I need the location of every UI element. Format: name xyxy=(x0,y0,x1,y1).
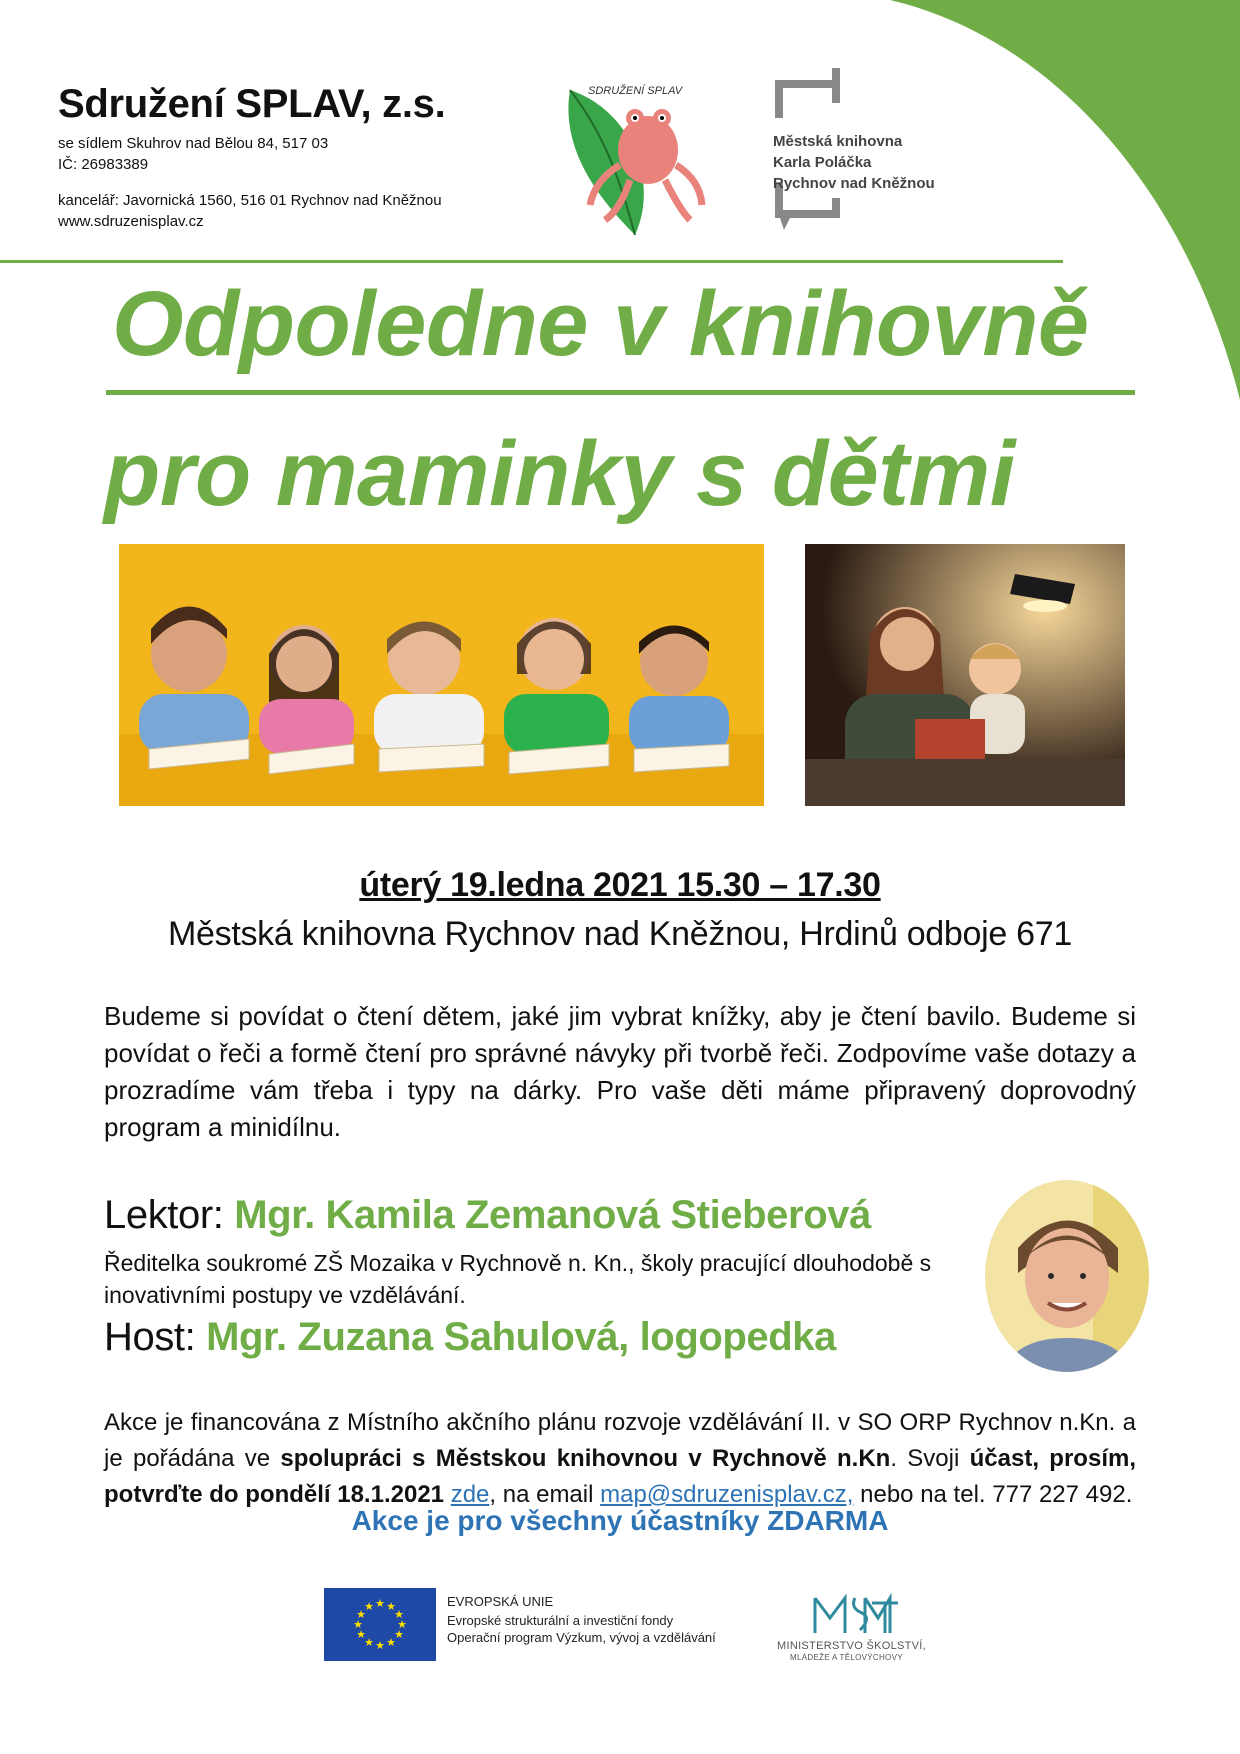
header-divider xyxy=(0,260,1063,263)
msmt-logo xyxy=(810,1588,900,1638)
svg-text:★: ★ xyxy=(353,1618,363,1631)
page-title-line-1: Odpoledne v knihovně xyxy=(112,273,1089,375)
lektor-role: Lektor: xyxy=(104,1193,235,1237)
org-website[interactable]: www.sdruzenisplav.cz xyxy=(58,213,204,230)
funding-text: nebo na tel. 777 227 492. xyxy=(853,1481,1133,1508)
funding-text: . Svoji xyxy=(890,1445,970,1472)
svg-text:★: ★ xyxy=(386,1636,396,1649)
funding-cooperation: spolupráci s Městskou knihovnou v Rychnově n.Kn xyxy=(280,1445,891,1472)
svg-text:★: ★ xyxy=(364,1600,374,1613)
email-link[interactable]: map@sdruzenisplav.cz, xyxy=(600,1481,854,1508)
library-logo-line: Karla Poláčka xyxy=(773,154,872,171)
splav-frog-logo xyxy=(550,80,720,240)
eu-logo-line: EVROPSKÁ UNIE xyxy=(447,1594,554,1609)
org-ic: IČ: 26983389 xyxy=(58,156,149,173)
host-line xyxy=(104,1315,836,1360)
lektor-portrait-photo xyxy=(983,1178,1151,1374)
event-description: Budeme si povídat o čtení dětem, jaké jim vybrat knížky, aby je čtení bavilo. Budeme si povídat o řeči a formě čtení pro správné návyky při tvorbě řeči. Zodpovíme vaše dotazy a prozradíme vám třeba i typy na dárky. Pro vaše děti máme připravený doprovodný program a minidílnu. xyxy=(104,1001,1136,1142)
svg-text:★: ★ xyxy=(356,1608,366,1621)
org-address: se sídlem Skuhrov nad Bělou 84, 517 03 xyxy=(58,135,329,152)
lektor-name: Mgr. Kamila Zemanová Stieberová xyxy=(234,1193,871,1237)
free-admission-note: Akce je pro všechny účastníky ZDARMA xyxy=(351,1505,889,1536)
kids-reading-photo xyxy=(119,544,764,806)
svg-text:★: ★ xyxy=(375,1597,385,1610)
host-role: Host: xyxy=(104,1315,207,1359)
eu-logo-line: Operační program Výzkum, vývoj a vzdělávání xyxy=(447,1630,716,1645)
svg-text:★: ★ xyxy=(394,1608,404,1621)
host-name: Mgr. Zuzana Sahulová, logopedka xyxy=(206,1315,837,1359)
event-date: úterý 19.ledna 2021 15.30 – 17.30 xyxy=(359,866,881,904)
event-place: Městská knihovna Rychnov nad Kněžnou, Hrdinů odboje 671 xyxy=(168,915,1072,953)
lektor-description: Ředitelka soukromé ZŠ Mozaika v Rychnově n. Kn., školy pracující dlouhodobě s inovativními postupy ve vzdělávání. xyxy=(104,1250,932,1308)
mother-child-photo xyxy=(805,544,1125,806)
library-logo-line: Rychnov nad Kněžnou xyxy=(773,175,935,192)
msmt-logo-line: MINISTERSTVO ŠKOLSTVÍ, xyxy=(777,1640,927,1652)
page-title-line-2: pro maminky s dětmi xyxy=(104,423,1015,525)
org-name: Sdružení SPLAV, z.s. xyxy=(58,82,446,126)
funding-text xyxy=(444,1481,451,1508)
eu-flag-logo xyxy=(324,1588,436,1661)
svg-text:★: ★ xyxy=(364,1636,374,1649)
svg-text:★: ★ xyxy=(375,1639,385,1652)
splav-logo-text: SDRUŽENÍ SPLAV xyxy=(588,85,683,97)
library-logo-line: Městská knihovna xyxy=(773,133,903,150)
org-office-address: kancelář: Javornická 1560, 516 01 Rychnov nad Kněžnou xyxy=(58,192,442,209)
svg-text:★: ★ xyxy=(397,1618,407,1631)
title-underline xyxy=(106,390,1135,395)
eu-logo-line: Evropské strukturální a investiční fondy xyxy=(447,1613,674,1628)
funding-text: Akce je financována z Místního akčního plánu rozvoje vzdělávání II. v SO ORP Rychnov n.Kn. a je pořádána ve xyxy=(104,1409,1136,1472)
svg-text:★: ★ xyxy=(386,1600,396,1613)
svg-text:★: ★ xyxy=(394,1628,404,1641)
registration-link[interactable]: zde xyxy=(450,1481,490,1508)
funding-paragraph xyxy=(104,1405,1136,1513)
svg-text:★: ★ xyxy=(356,1628,366,1641)
funding-text: , na email xyxy=(489,1481,601,1508)
msmt-logo-line: MLÁDEŽE A TĚLOVÝCHOVY xyxy=(790,1653,903,1662)
funding-confirm-deadline: účast, prosím, potvrďte do pondělí 18.1.2021 xyxy=(104,1445,1136,1508)
lektor-line xyxy=(104,1193,871,1238)
